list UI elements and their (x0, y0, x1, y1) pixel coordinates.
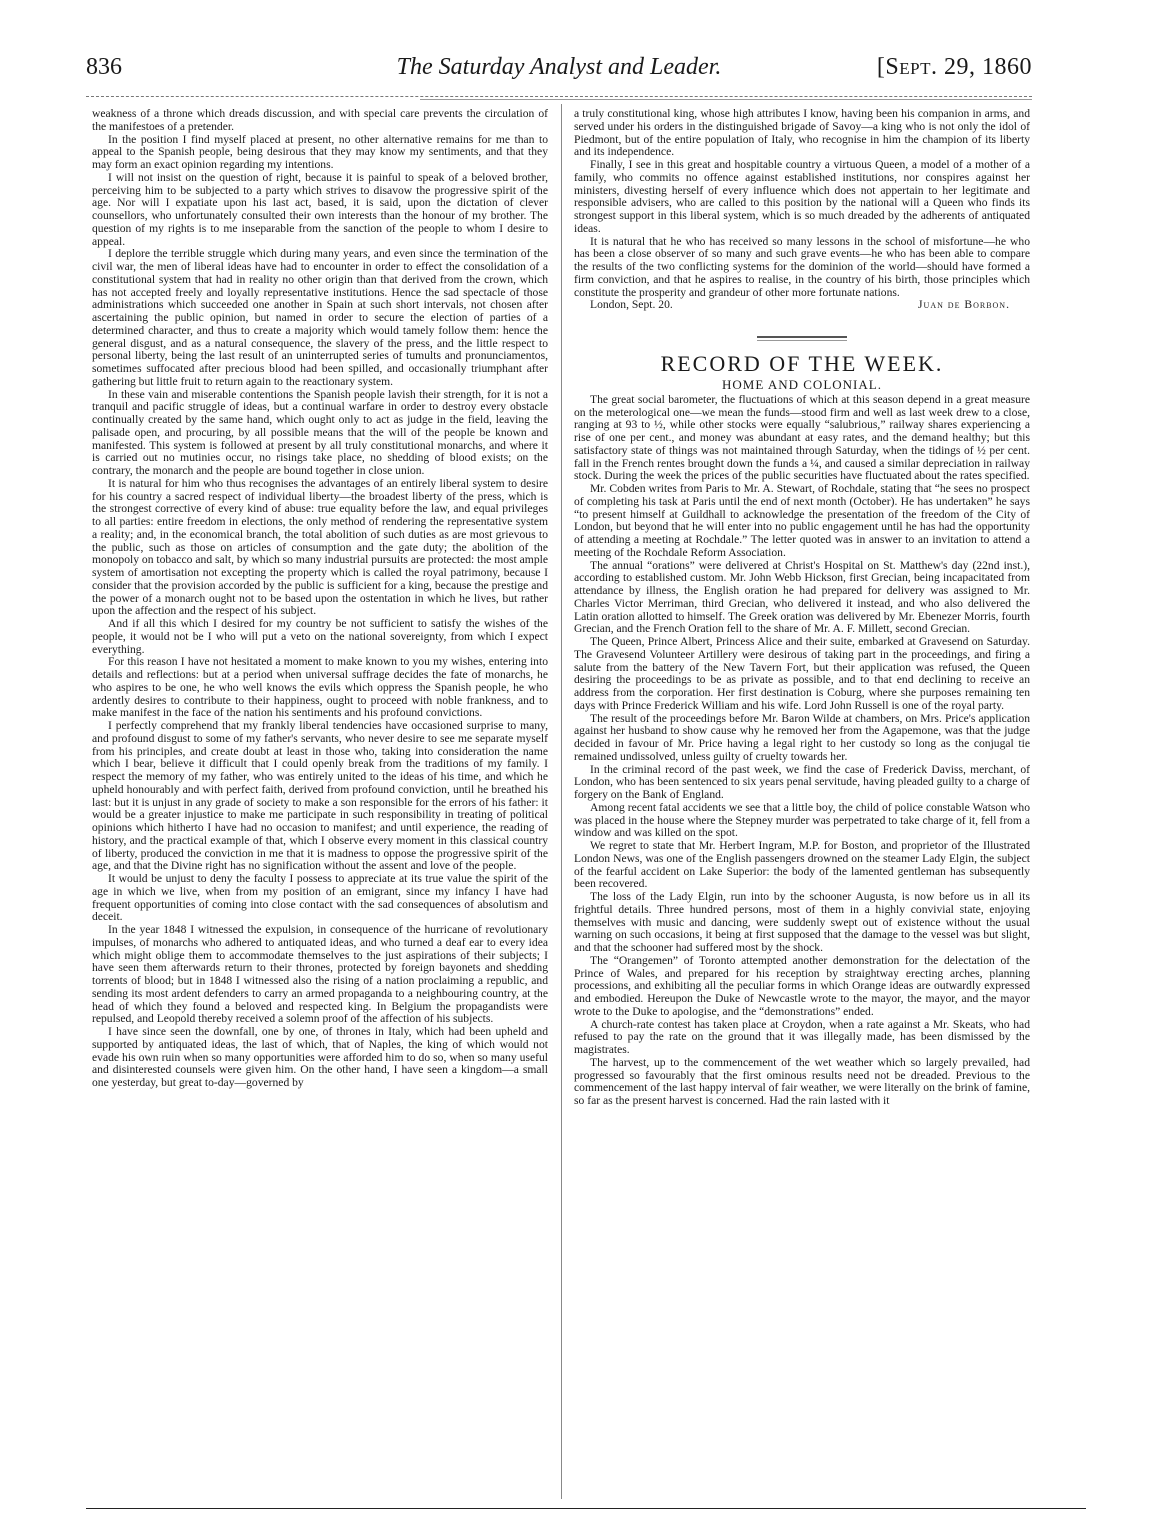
paragraph: The Queen, Prince Albert, Princess Alice and their suite, embarked at Gravesend on Saturday. The Gravesend Volunteer Artillery were desirous of taking part in the proceedings, and firing a salute from the battery of the New Tavern Fort, but their application was refused, the Queen desiring the proceedings to be as private as possible, and to that end declining to receive an address from the corporation. Her first destination is Coburg, where she purposes remaining ten days with Prince Frederick William and his wife. Lord John Russell is one of the royal party. (574, 635, 1030, 712)
header-divider-secondary (420, 99, 1032, 100)
issue-date (877, 54, 1032, 81)
paragraph: The result of the proceedings before Mr. Baron Wilde at chambers, on Mrs. Price's application against her husband to show cause why he removed her from the Agapemone, was that the judge decided in favour of Mr. Price having a legal right to her custody so long as the conjugal tie remained undissolved, unless guilty of cruelty towards her. (574, 711, 1030, 763)
date-bracket: [ (876, 54, 886, 80)
paragraph: In these vain and miserable contentions the Spanish people lavish their strength, for it is not a tranquil and pacific struggle of ideas, but a continual warfare in order to destroy every obstacle continually created by the same hand, which ought only to act as judge in the field, leaving the palisade open, and procuring, by all possible means that the will of the people be known and manifested. This system is followed at present by all truly constitutional monarchs, and where it is carried out no mutinies occur, no risings take place, no shedding of blood exists; on the contrary, the monarch and the people are bound together in close union. (92, 387, 548, 477)
paragraph: The “Orangemen” of Toronto attempted another demonstration for the delectation of the Prince of Wales, and prepared for his reception by straightway erecting arches, planning processions, and exhibiting all the peculiar forms in which Orange ideas are outwardly expressed and embodied. Hereupon the Duke of Newcastle wrote to the mayor, the mayor, and the mayor wrote to the Duke to apologise, and the “demonstrations” ended. (574, 953, 1030, 1018)
signoff-name: Juan de Borbon. (918, 298, 1010, 312)
date-day-year: 29, 1860 (937, 54, 1032, 80)
paragraph: It is natural that he who has received so many lessons in the school of misfortune—he who has been a close observer of so many and such grave events—he who has been able to compare the results of the two conflicting systems for the dominion of the world—should have formed a firm conviction, and that he aspires to realise, in the country of his birth, those principles which constitute the prosperity and grandeur of other more fortunate nations. (574, 234, 1030, 299)
paragraph: I perfectly comprehend that my frankly liberal tendencies have occasioned surprise to many, and profound disgust to some of my father's servants, who never desire to see me separate myself from his principles, and create doubt at least in those who, taking into consideration the name which I bear, believe it difficult that I could openly break from the traditions of my family. I respect the memory of my father, who was entirely united to the ideas of his time, and which he upheld honourably and with perfect faith, derived from profound conviction, until he breathed his last: but it is unjust in any grade of society to make a son responsible for the errors of his father: it would be a greater injustice to make me participate in such responsibility in treating of political opinions which hitherto I have had no occasion to manifest; and until experience, the reading of history, and the practical example of that, which I observe every moment in this classical country of liberty, produced the conviction in me that it is madness to oppose the progressive spirit of the age, and that the Divine right has no signification without the assent and love of the people. (92, 719, 548, 873)
paragraph: It would be unjust to deny the faculty I possess to appreciate at its true value the spirit of the age in which we live, when from my position of an emigrant, since my infancy I have had frequent opportunities of coming into close contact with the sad consequences of absolutism and deceit. (92, 872, 548, 924)
paragraph: We regret to state that Mr. Herbert Ingram, M.P. for Boston, and proprietor of the Illustrated London News, was one of the English passengers drowned on the steamer Lady Elgin, the subject of the fearful accident on Lake Superior: the body of the lamented gentleman has subsequently been recovered. (574, 839, 1030, 891)
paragraph: Mr. Cobden writes from Paris to Mr. A. Stewart, of Rochdale, stating that “he sees no prospect of completing his task at Paris until the end of next month (October). He has undertaken” he says “to present himself at Guildhall to acknowledge the presentation of the freedom of the City of London, but beyond that he will enter into no public engagement until he has had the opportunity of attending a meeting at Rochdale.” The letter quoted was in answer to an invitation to attend a meeting of the Rochdale Reform Association. (574, 482, 1030, 559)
left-column (92, 108, 548, 1090)
paragraph: I will not insist on the question of right, because it is painful to speak of a beloved brother, perceiving him to be subjected to a party which strives to disavow the progressive spirit of the age. Nor will I expatiate upon his last act, based, it is said, upon the dictation of clever counsellors, who unfortunately consulted their own interests than the honour of my brother. The question of my rights is to me inseparable from the sanction of the people to whom I desire to appeal. (92, 170, 548, 248)
section-title: RECORD OF THE WEEK. (660, 351, 944, 376)
paragraph: weakness of a throne which dreads discussion, and with special care prevents the circulation of the manifestoes of a pretender. (92, 107, 548, 133)
masthead-title: The Saturday Analyst and Leader. (396, 54, 722, 80)
paragraph: Among recent fatal accidents we see that a little boy, the child of police constable Watson who was placed in the house where the Stepney murder was perpetrated to take charge of it, fell from a window and was killed on the spot. (574, 800, 1030, 840)
date-month: Sept. (885, 54, 938, 80)
paragraph: I have since seen the downfall, one by one, of thrones in Italy, which had been upheld and supported by antiquated ideas, the last of which, that of Naples, the king of which would not evade his own ruin when so many opportunities were afforded him to do so, when so many useful and disinterested counsels were given him. On the other hand, I have seen a kingdom—a small one yesterday, but great to-day—governed by (92, 1025, 548, 1089)
page-number: 836 (86, 54, 122, 80)
page-bottom-edge (86, 1508, 1086, 1509)
subsection-title: HOME AND COLONIAL. (722, 377, 882, 392)
paragraph: In the year 1848 I witnessed the expulsion, in consequence of the hurricane of revolutionary impulses, of monarchs who adhered to antiquated ideas, and who turned a deaf ear to every idea which might oblige them to accommodate themselves to the just aspirations of their subjects; I have seen them afterwards return to their thrones, protected by foreign bayonets and shedding torrents of blood; but in 1848 I witnessed also the rising of a nation proclaiming a republic, and sending its most ardent defenders to carry an armed propaganda to a neighbouring country, at the head of which they found a beloved and respected king. In Belgium the propagandists were repulsed, and Leopold thereby received a solemn proof of the affection of his subjects. (92, 923, 548, 1026)
paragraph: For this reason I have not hesitated a moment to make known to you my wishes, entering into details and reflections: but at a period when universal suffrage decides the fate of monarchs, he who aspires to be one, he who well knows the evils which oppress the Spanish people, he who ardently desires to contribute to their happiness, ought to proceed with noble frankness, and to make manifest in the face of the nation his sentiments and his profound convictions. (92, 655, 548, 720)
paragraph: The harvest, up to the commencement of the wet weather which so largely prevailed, had progressed so favourably that the first ominous results need not be dreaded. Previous to the commencement of the last happy interval of fair weather, we were literally on the brink of famine, so far as the present harvest is concerned. Had the rain lasted with it (574, 1055, 1030, 1107)
page-header (86, 50, 1032, 90)
paragraph: In the position I find myself placed at present, no other alternative remains for me than to appeal to the Spanish people, being desirous that they may know my sentiments, and that they may form an exact opinion regarding my intentions. (92, 132, 548, 171)
column-divider (561, 104, 562, 1499)
paragraph: The great social barometer, the fluctuations of which at this season depend in a great measure on the meterological one—we mean the funds—stood firm and well as last week drew to a close, ranging at 93 to ½, while other stocks were equally “salubrious,” railway shares experiencing a rise of one per cent., and money was abundant at easy rates, and the demand healthy; but this satisfactory state of things was not maintained through Saturday, when the tidings of ½ per cent. fall in the French rentes brought down the funds a ¼, and caused a similar depreciation in railway stock. During the week the prices of the public securities have fluctuated about the rates specified. (574, 392, 1030, 483)
paragraph: In the criminal record of the past week, we find the case of Frederick Daviss, merchant, of London, who has been sentenced to six years penal servitude, having pleaded guilty to a charge of forgery on the Bank of England. (574, 762, 1030, 801)
header-divider (86, 96, 1032, 97)
section-ornament-rule (757, 336, 847, 341)
paragraph: a truly constitutional king, whose high attributes I know, having been his companion in arms, and served under his orders in the distinguished brigade of Savoy—a king who is not only the idol of Piedmont, but of the entire population of Italy, who recognise in him the champion of its liberty and its independence. (574, 107, 1030, 159)
right-column (574, 108, 1030, 1108)
paragraph: The loss of the Lady Elgin, run into by the schooner Augusta, is now before us in all its frightful details. Three hundred persons, most of them in a highly convivial state, enjoying themselves with music and dancing, were suddenly swept out of existence without the usual warning on such occasions, it being at first supposed that the damage to the vessel was but slight, and that the schooner had suffered most by the shock. (574, 890, 1030, 954)
paragraph: I deplore the terrible struggle which during many years, and even since the termination of the civil war, the men of liberal ideas have had to encounter in order to effect the consolidation of a constitutional system that had in reality no other origin than that derived from the crown, which has not accepted freely and loyally representative institutions. Hence the sad spectacle of those administrations which succeeded one another in Spain at such short intervals, not chosen after ascertaining the public opinion, but named in order to secure the election of parties of a determined character, and thus to create a majority which would tamely follow them: hence the general disgust, and as a natural consequence, the slavery of the press, and the little respect to personal liberty, being the last result of an uninterrupted series of tumults and pronunciamentos, sometimes suffocated after precious blood had been spilled, and occasionally triumphant after gathering but little fruit to return again to the reactionary system. (92, 247, 548, 388)
letter-signoff (574, 299, 1030, 312)
paragraph: And if all this which I desired for my country be not sufficient to satisfy the wishes of the people, it would not be I who will put a veto on the national sovereignty, from which I expect everything. (92, 617, 548, 656)
paragraph: The annual “orations” were delivered at Christ's Hospital on St. Matthew's day (22nd inst.), according to established custom. Mr. John Webb Hickson, first Grecian, being incapacitated from attendance by illness, the English oration he had prepared for delivery was assigned to Mr. Charles Victor Merriman, third Grecian, who delivered it instead, and who also delivered the Latin oration allotted to himself. The Greek oration was delivered by Mr. Ebenezer Morris, fourth Grecian, and the French Oration fell to the share of Mr. A. F. Millett, second Grecian. (574, 558, 1030, 636)
paragraph: A church-rate contest has taken place at Croydon, when a rate against a Mr. Skeats, who had refused to pay the rate on the ground that it was illegally made, has been dismissed by the magistrates. (574, 1017, 1030, 1056)
signoff-place-date: London, Sept. 20. (590, 298, 673, 312)
paragraph: Finally, I see in this great and hospitable country a virtuous Queen, a model of a mother of a family, who commits no offence against established institutions, nor conspires against her ministers, divesting herself of every influence which does not appertain to her legitimate and responsible advisers, who are called to this position by the national will a Queen who finds its strongest support in this liberal system, which is so much dreaded by the adherents of antiquated ideas. (574, 158, 1030, 235)
paragraph: It is natural for him who thus recognises the advantages of an entirely liberal system to desire for his country a sacred respect of individual liberty—the broadest liberty of the press, which is the strongest corrective of every kind of abuse: true equality before the law, and equal privileges to all parties: entire freedom in elections, the only method of rendering the representative system a reality; and, in the economical branch, the total abolition of such duties as are most grievous to the public, such as those on articles of consumption and the gate duty; the abolition of the monopoly on tobacco and salt, by which so many industrial pursuits are protected: the most ample system of amortisation not excepting the property which is called the royal patrimony, because I consider that the provision accorded by the public is sufficient for a king, because the prestige and the power of a monarch ought not to be based upon the ostentation in which he lives, but rather upon the affection and the respect of his subject. (92, 476, 548, 618)
